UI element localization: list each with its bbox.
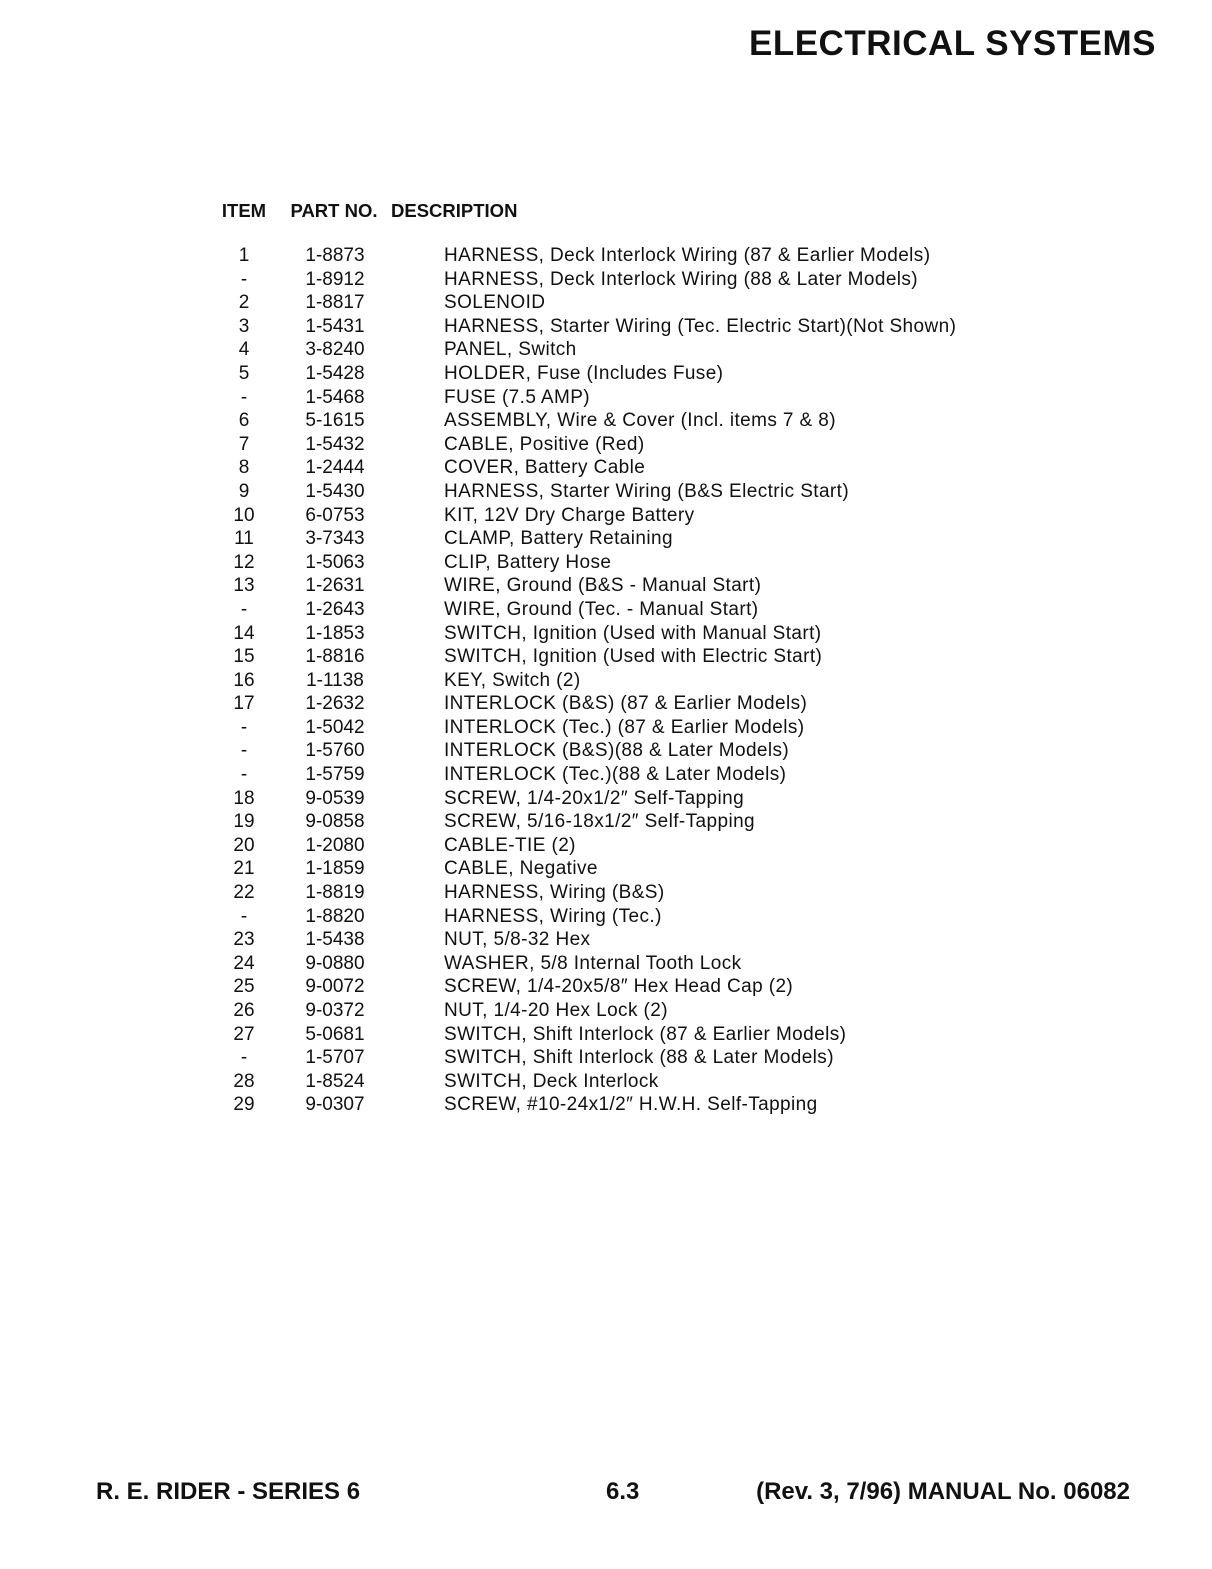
table-row (210, 574, 1010, 598)
part-description: CABLE, Positive (Red) (444, 433, 645, 455)
footer-model: R. E. RIDER - SERIES 6 (96, 1478, 361, 1505)
table-row (210, 881, 1010, 905)
part-description: INTERLOCK (B&S) (87 & Earlier Models) (444, 693, 808, 715)
part-number: 1-5428 (305, 362, 365, 384)
table-row (210, 669, 1010, 693)
part-description: WIRE, Ground (Tec. - Manual Start) (444, 598, 759, 620)
part-number: 9-0072 (305, 976, 365, 998)
part-description: INTERLOCK (B&S)(88 & Later Models) (444, 740, 790, 762)
part-number: 1-5431 (305, 315, 365, 337)
part-description: CABLE-TIE (2) (444, 834, 576, 856)
part-number: 1-8817 (305, 292, 365, 314)
part-description: SCREW, #10-24x1/2″ H.W.H. Self-Tapping (444, 1094, 818, 1116)
part-description: HARNESS, Wiring (Tec.) (444, 905, 662, 927)
part-description: SWITCH, Shift Interlock (87 & Earlier Models) (444, 1023, 847, 1045)
item-number: 10 (233, 504, 255, 526)
item-number: 13 (233, 575, 255, 597)
item-number: 27 (233, 1023, 255, 1045)
part-description: HOLDER, Fuse (Includes Fuse) (444, 362, 724, 384)
item-number: 20 (233, 834, 255, 856)
parts-table (210, 196, 1010, 1117)
part-number: 1-1853 (305, 622, 365, 644)
part-number: 1-8524 (305, 1070, 365, 1092)
table-row (210, 810, 1010, 834)
table-row (210, 433, 1010, 457)
part-description: SWITCH, Ignition (Used with Manual Start) (444, 622, 822, 644)
part-description: KIT, 12V Dry Charge Battery (444, 504, 695, 526)
item-number: - (240, 764, 248, 786)
item-number: 22 (233, 882, 255, 904)
part-number: 1-8873 (305, 245, 365, 266)
item-number: 11 (234, 528, 254, 550)
item-number: - (240, 598, 248, 620)
part-number: 1-5432 (305, 433, 365, 455)
part-description: WASHER, 5/8 Internal Tooth Lock (444, 952, 742, 974)
part-number: 9-0539 (305, 787, 365, 809)
part-number: 1-5707 (305, 1047, 365, 1069)
table-row (210, 315, 1010, 339)
table-row (210, 338, 1010, 362)
part-description: SOLENOID (444, 292, 546, 314)
part-number: 1-8820 (305, 905, 365, 927)
item-number: 1 (238, 245, 250, 266)
item-number: 14 (233, 622, 255, 644)
part-number: 9-0880 (305, 952, 365, 974)
part-number: 1-5438 (305, 929, 365, 951)
part-number: 9-0307 (305, 1094, 365, 1116)
table-row (210, 1023, 1010, 1047)
part-description: HARNESS, Starter Wiring (B&S Electric Start) (444, 480, 850, 502)
part-number: 5-0681 (305, 1023, 365, 1045)
item-number: 25 (233, 976, 255, 998)
table-row (210, 692, 1010, 716)
table-row (210, 739, 1010, 763)
table-row (210, 456, 1010, 480)
part-description: ASSEMBLY, Wire & Cover (Incl. items 7 & 8) (444, 410, 836, 432)
part-description: INTERLOCK (Tec.) (87 & Earlier Models) (444, 716, 805, 738)
part-number: 1-2444 (305, 457, 365, 479)
part-description: SCREW, 1/4-20x5/8″ Hex Head Cap (2) (444, 976, 794, 998)
part-number: 1-5042 (305, 716, 365, 738)
item-number: - (240, 905, 248, 927)
footer-manual-number: (Rev. 3, 7/96) MANUAL No. 06082 (756, 1478, 1130, 1505)
item-number: 18 (233, 787, 255, 809)
item-number: - (240, 1047, 248, 1069)
part-description: SWITCH, Deck Interlock (444, 1070, 659, 1092)
item-number: 8 (238, 457, 250, 479)
part-number: 1-8819 (305, 882, 365, 904)
footer-page-number: 6.3 (606, 1478, 640, 1505)
part-number: 1-2632 (305, 693, 365, 715)
item-number: - (240, 740, 248, 762)
part-description: CLIP, Battery Hose (444, 551, 612, 573)
item-number: 2 (238, 292, 250, 314)
table-row (210, 409, 1010, 433)
table-row (210, 551, 1010, 575)
table-row (210, 787, 1010, 811)
item-number: 26 (233, 1000, 255, 1021)
part-description: SCREW, 5/16-18x1/2″ Self-Tapping (444, 811, 756, 833)
part-number: 5-1615 (305, 410, 365, 432)
table-row (210, 598, 1010, 622)
item-number: - (240, 268, 248, 290)
table-row (210, 999, 1010, 1023)
item-number: 19 (233, 811, 255, 833)
item-number: 9 (238, 480, 250, 502)
table-row (210, 928, 1010, 952)
part-description: HARNESS, Starter Wiring (Tec. Electric Start)(Not Shown) (444, 315, 957, 337)
table-row (210, 716, 1010, 740)
item-number: 7 (238, 433, 250, 455)
table-row (210, 1046, 1010, 1070)
table-row (210, 645, 1010, 669)
part-description: SCREW, 1/4-20x1/2″ Self-Tapping (444, 787, 745, 809)
part-number: 3-7343 (305, 528, 365, 550)
part-description: NUT, 5/8-32 Hex (444, 929, 591, 951)
column-header-description: DESCRIPTION (391, 200, 518, 221)
table-row (210, 362, 1010, 386)
part-number: 9-0372 (305, 1000, 365, 1021)
part-number: 1-5759 (305, 764, 365, 786)
part-description: HARNESS, Deck Interlock Wiring (87 & Earlier Models) (444, 245, 931, 266)
table-row (210, 763, 1010, 787)
item-number: 29 (233, 1094, 255, 1116)
table-row (210, 1093, 1010, 1117)
part-description: HARNESS, Deck Interlock Wiring (88 & Later Models) (444, 268, 919, 290)
table-header (210, 196, 1010, 226)
part-number: 1-1138 (306, 669, 364, 691)
table-row (210, 1070, 1010, 1094)
part-description: FUSE (7.5 AMP) (444, 386, 591, 408)
table-row (210, 622, 1010, 646)
table-row (210, 480, 1010, 504)
table-row (210, 268, 1010, 292)
part-number: 1-8912 (305, 268, 365, 290)
table-row (210, 834, 1010, 858)
table-row (210, 857, 1010, 881)
part-number: 6-0753 (305, 504, 365, 526)
part-description: PANEL, Switch (444, 339, 577, 361)
part-description: SWITCH, Ignition (Used with Electric Start) (444, 646, 823, 668)
part-number: 1-2080 (305, 834, 365, 856)
part-number: 9-0858 (305, 811, 365, 833)
part-description: WIRE, Ground (B&S - Manual Start) (444, 575, 762, 597)
item-number: 21 (233, 858, 255, 880)
table-row (210, 905, 1010, 929)
part-description: NUT, 1/4-20 Hex Lock (2) (444, 1000, 668, 1021)
table-row (210, 975, 1010, 999)
table-row (210, 527, 1010, 551)
part-number: 1-5063 (305, 551, 365, 573)
part-description: CABLE, Negative (444, 858, 598, 880)
table-row (210, 244, 1010, 268)
part-number: 1-5430 (305, 480, 365, 502)
table-row (210, 504, 1010, 528)
part-number: 1-5468 (305, 386, 365, 408)
item-number: - (240, 386, 248, 408)
item-number: 23 (233, 929, 255, 951)
table-body (210, 244, 1010, 1117)
part-number: 1-2643 (305, 598, 365, 620)
column-header-part-no: PART NO. (290, 200, 378, 221)
part-description: COVER, Battery Cable (444, 457, 646, 479)
part-number: 1-5760 (305, 740, 365, 762)
table-row (210, 291, 1010, 315)
item-number: 24 (233, 952, 255, 974)
item-number: 17 (233, 693, 255, 715)
item-number: 3 (238, 315, 250, 337)
table-row (210, 952, 1010, 976)
part-description: HARNESS, Wiring (B&S) (444, 882, 665, 904)
part-description: INTERLOCK (Tec.)(88 & Later Models) (444, 764, 787, 786)
item-number: 28 (233, 1070, 255, 1092)
part-number: 1-1859 (305, 858, 365, 880)
part-number: 3-8240 (305, 339, 365, 361)
item-number: 12 (233, 551, 255, 573)
item-number: 15 (233, 646, 255, 668)
page-title: ELECTRICAL SYSTEMS (748, 24, 1156, 63)
part-description: SWITCH, Shift Interlock (88 & Later Models) (444, 1047, 834, 1069)
part-number: 1-8816 (305, 646, 365, 668)
item-number: 4 (238, 339, 250, 361)
page-footer (96, 1478, 1136, 1512)
item-number: 16 (233, 669, 255, 691)
item-number: 5 (238, 362, 250, 384)
part-description: CLAMP, Battery Retaining (444, 528, 673, 550)
part-number: 1-2631 (305, 575, 365, 597)
item-number: 6 (238, 410, 250, 432)
table-row (210, 386, 1010, 410)
column-header-item: ITEM (221, 200, 267, 221)
item-number: - (240, 716, 248, 738)
part-description: KEY, Switch (2) (444, 669, 581, 691)
